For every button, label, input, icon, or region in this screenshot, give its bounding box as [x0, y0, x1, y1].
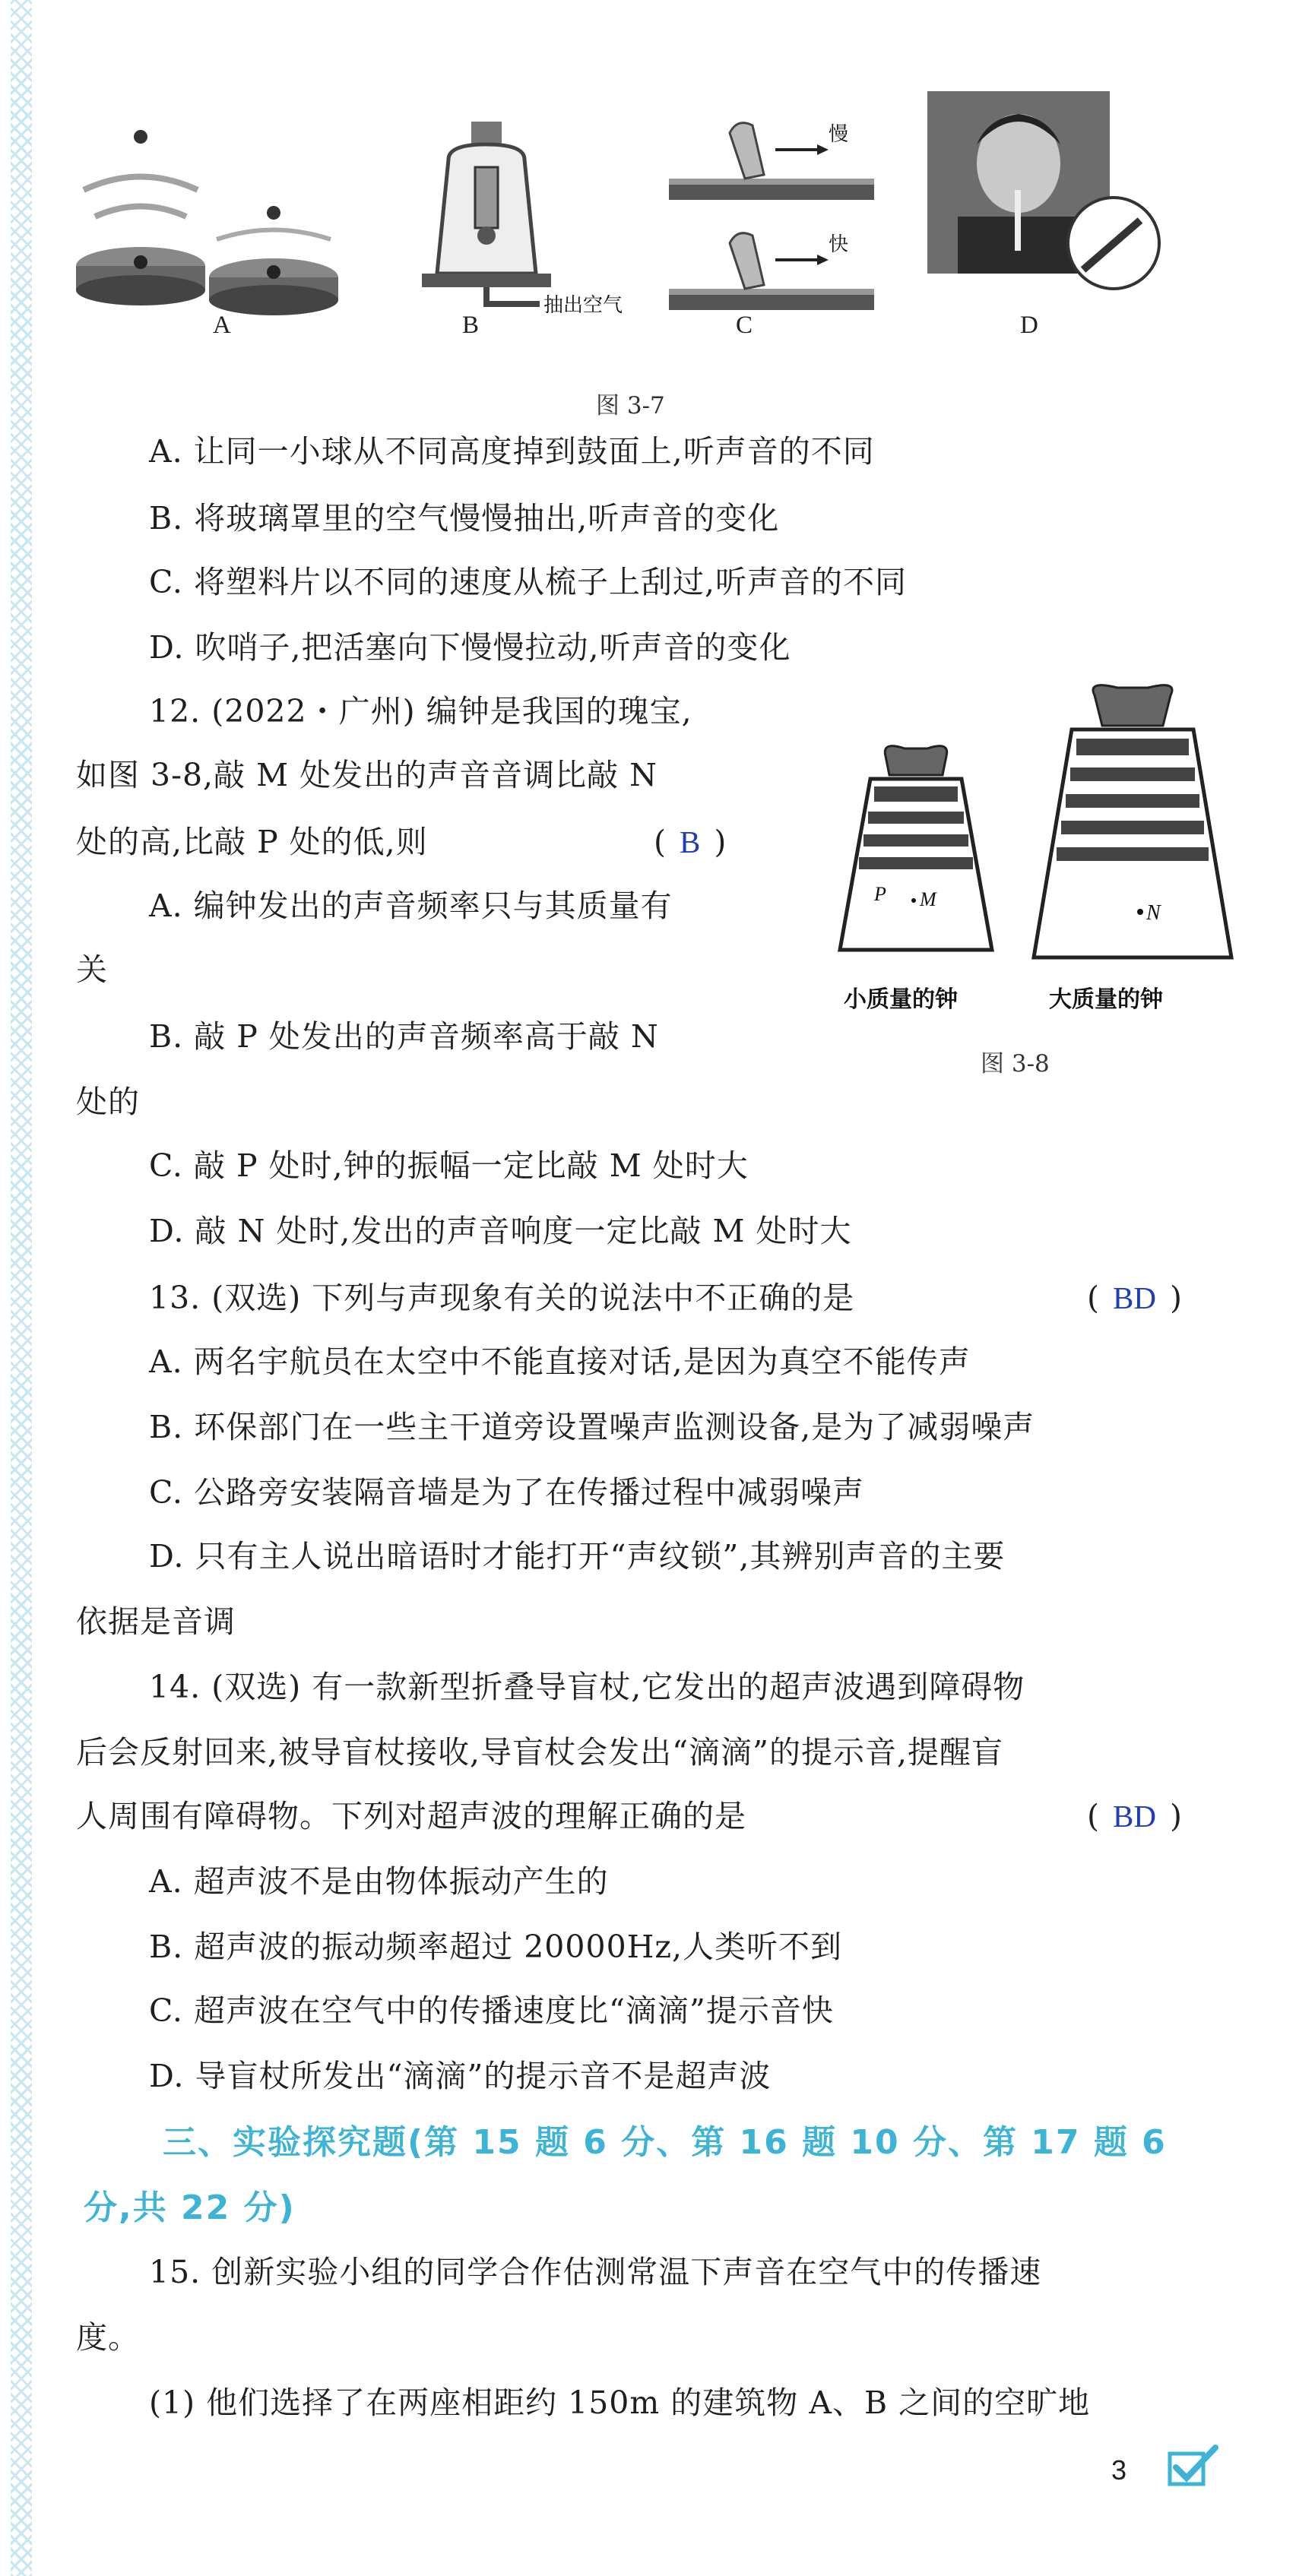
slow-label: 慢	[829, 123, 849, 146]
large-bell-illustration	[1011, 684, 1254, 973]
pump-label: 抽出空气	[543, 294, 623, 317]
fast-label: 快	[829, 233, 849, 256]
q12-answer: B	[680, 824, 701, 859]
small-bell-label: 小质量的钟	[844, 986, 958, 1013]
figure-3-8	[829, 684, 1254, 1041]
page-number: 3	[1111, 2454, 1127, 2486]
fig37-label-c: C	[736, 312, 753, 339]
q12-option-c: C. 敲 P 处时,钟的振幅一定比敲 M 处时大	[149, 1147, 749, 1184]
q11-option-b: B. 将玻璃罩里的空气慢慢抽出,听声音的变化	[149, 500, 780, 536]
figure-3-7	[68, 91, 1163, 342]
q12-option-a-line2: 关	[76, 951, 108, 988]
q15-part1-line: (1) 他们选择了在两座相距约 150m 的建筑物 A、B 之间的空旷地	[149, 2385, 1091, 2421]
q14-option-a: A. 超声波不是由物体振动产生的	[149, 1863, 609, 1900]
q11-option-a: A. 让同一小球从不同高度掉到鼓面上,听声音的不同	[149, 433, 875, 470]
comb-illustration	[661, 103, 905, 331]
figure-3-7-caption: 图 3-7	[596, 392, 665, 419]
q14-stem-line3: 人周围有障碍物。下列对超声波的理解正确的是	[76, 1798, 746, 1834]
q12-stem-line2: 如图 3-8,敲 M 处发出的声音音调比敲 N	[76, 757, 658, 793]
whistle-boy-illustration	[927, 91, 1163, 296]
q13-option-d-line1: D. 只有主人说出暗语时才能打开“声纹锁”,其辨别声音的主要	[149, 1538, 1006, 1574]
q13-option-b: B. 环保部门在一些主干道旁设置噪声监测设备,是为了减弱噪声	[149, 1409, 1035, 1445]
q14-answer-bracket: ( BD )	[1087, 1798, 1182, 1834]
q12-option-b-line1: B. 敲 P 处发出的声音频率高于敲 N	[149, 1018, 659, 1055]
q12-option-a-line1: A. 编钟发出的声音频率只与其质量有	[149, 888, 673, 924]
fig37-label-b: B	[462, 312, 480, 339]
bell-jar-illustration	[403, 99, 631, 327]
q11-option-c: C. 将塑料片以不同的速度从梳子上刮过,听声音的不同	[149, 564, 908, 600]
section-heading-line2: 分,共 22 分)	[84, 2188, 296, 2227]
q15-stem-line1: 15. 创新实验小组的同学合作估测常温下声音在空气中的传播速	[149, 2254, 1042, 2290]
q11-option-d: D. 吹哨子,把活塞向下慢慢拉动,听声音的变化	[149, 629, 791, 666]
q14-stem-line2: 后会反射回来,被导盲杖接收,导盲杖会发出“滴滴”的提示音,提醒盲	[76, 1734, 1004, 1771]
q12-option-b-line2: 处的	[76, 1084, 140, 1120]
bell-point-p: P	[874, 883, 886, 905]
q14-answer: BD	[1113, 1799, 1156, 1834]
section-heading-line1: 三、实验探究题(第 15 题 6 分、第 16 题 10 分、第 17 题 6	[163, 2123, 1167, 2162]
q14-option-b: B. 超声波的振动频率超过 20000Hz,人类听不到	[149, 1929, 843, 1965]
q14-option-c: C. 超声波在空气中的传播速度比“滴滴”提示音快	[149, 1992, 834, 2029]
bell-point-m: M	[920, 888, 936, 910]
fig37-label-d: D	[1020, 312, 1038, 339]
figure-3-8-caption: 图 3-8	[981, 1050, 1050, 1078]
q13-option-a: A. 两名宇航员在太空中不能直接对话,是因为真空不能传声	[149, 1343, 971, 1380]
q12-answer-bracket: ( B )	[654, 824, 727, 860]
fig37-label-a: A	[213, 312, 231, 339]
q15-stem-line2: 度。	[76, 2319, 140, 2356]
q14-option-d: D. 导盲杖所发出“滴滴”的提示音不是超声波	[149, 2058, 772, 2094]
bell-point-n: N	[1146, 901, 1161, 925]
small-bell-illustration	[829, 745, 1019, 973]
drum-ball-illustration	[68, 106, 388, 334]
q12-stem-line3: 处的高,比敲 P 处的低,则	[76, 824, 428, 860]
q14-stem-line1: 14. (双选) 有一款新型折叠导盲杖,它发出的超声波遇到障碍物	[149, 1669, 1025, 1705]
q13-stem: 13. (双选) 下列与声现象有关的说法中不正确的是	[149, 1280, 855, 1316]
large-bell-label: 大质量的钟	[1049, 986, 1163, 1013]
q13-option-d-line2: 依据是音调	[76, 1603, 236, 1640]
q13-answer-bracket: ( BD )	[1087, 1280, 1182, 1316]
q12-option-d: D. 敲 N 处时,发出的声音响度一定比敲 M 处时大	[149, 1213, 852, 1249]
q13-option-c: C. 公路旁安装隔音墙是为了在传播过程中减弱噪声	[149, 1474, 864, 1511]
q12-stem-line1: 12. (2022・广州) 编钟是我国的瑰宝,	[149, 693, 692, 729]
q13-answer: BD	[1113, 1280, 1156, 1315]
left-decorative-border	[11, 0, 32, 2576]
checkmark-icon	[1167, 2443, 1220, 2489]
